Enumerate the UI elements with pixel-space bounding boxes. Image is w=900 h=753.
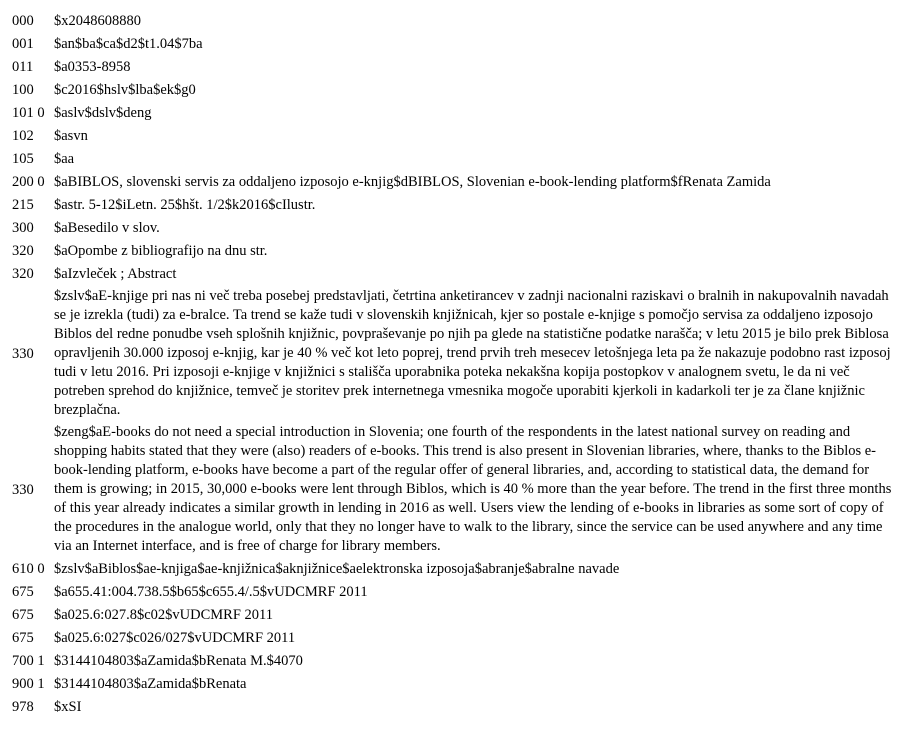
marc-field-row — [12, 102, 892, 125]
marc-field-tag: 320 — [12, 266, 34, 282]
marc-field-row — [12, 673, 892, 696]
marc-field-row — [12, 240, 892, 263]
marc-field-content: $zslv$aE-knjige pri nas ni več treba posebej predstavljati, četrtina anketirancev v zadnji nacionalni raziskavi o bralnih in nakupovalnih navadah se je izrekla (tudi) za e-bralce. Ta trend se kaže tudi v slovenskih knjižnicah, kjer so postale e-knjige s pomočjo servisa za oddaljeno izposojo Biblos del redne ponudbe vseh splošnih knjižnic, povpraševanje po njih pa glede na statistične podatke narašča; v letu 2015 je bilo prek Biblosa opravljenih 30.000 izposoj e-knjig, kar je 40 % več kot leto poprej, trend prvih treh mesecev letošnjega leta pa že nakazuje podobno rast izposoj tudi v letu 2016. Pri izposoji e-knjige v knjižnici s stališča uporabnika poteka nekakšna kopija postopkov v analognem svetu, le da ni več potreben sprehod do knjižnice, temveč je storitev prek internetnega vmesnika mogoče uporabiti kjerkoli in kadarkoli ter je za člane knjižnic brezplačna. — [54, 288, 891, 418]
marc-record-body — [12, 10, 892, 719]
marc-field-tag: 330 — [12, 345, 34, 362]
marc-field-content: $aBIBLOS, slovenski servis za oddaljeno izposojo e-knjig$dBIBLOS, Slovenian e-book-lending platform$fRenata Zamida — [54, 174, 771, 190]
marc-field-row — [12, 217, 892, 240]
marc-record-table — [12, 10, 892, 719]
marc-field-content: $aIzvleček ; Abstract — [54, 266, 177, 282]
marc-field-tag: 675 — [12, 630, 34, 646]
marc-field-row — [12, 604, 892, 627]
marc-field-tag: 675 — [12, 607, 34, 623]
marc-field-content: $astr. 5-12$iLetn. 25$hšt. 1/2$k2016$cIlustr. — [54, 197, 316, 213]
marc-field-content: $a655.41:004.738.5$b65$c655.4/.5$vUDCMRF 2011 — [54, 584, 368, 600]
marc-field-row — [12, 148, 892, 171]
marc-field-row — [12, 79, 892, 102]
marc-field-tag: 330 — [12, 481, 34, 498]
marc-field-tag: 200 0 — [12, 174, 45, 190]
marc-field-tag: 610 0 — [12, 561, 45, 577]
marc-field-tag: 011 — [12, 59, 34, 75]
marc-field-row — [12, 422, 892, 558]
marc-field-row — [12, 558, 892, 581]
marc-field-row — [12, 581, 892, 604]
marc-field-content: $aa — [54, 151, 75, 167]
marc-field-tag: 320 — [12, 243, 34, 259]
marc-field-tag: 675 — [12, 584, 34, 600]
marc-field-content: $an$ba$ca$d2$t1.04$7ba — [54, 36, 203, 52]
marc-field-tag: 300 — [12, 220, 34, 236]
marc-field-row — [12, 650, 892, 673]
marc-field-content: $a025.6:027$c026/027$vUDCMRF 2011 — [54, 630, 296, 646]
marc-field-tag: 001 — [12, 36, 34, 52]
marc-field-tag: 215 — [12, 197, 34, 213]
marc-field-tag: 100 — [12, 82, 34, 98]
marc-field-tag: 101 0 — [12, 105, 45, 121]
marc-field-row — [12, 263, 892, 286]
marc-field-tag: 000 — [12, 13, 34, 29]
marc-field-content: $zeng$aE-books do not need a special introduction in Slovenia; one fourth of the respondents in the latest national survey on reading and shopping habits stated that they were (also) readers of e-books. This trend is also present in Slovenian libraries, where, thanks to the Biblos e-book-lending platform, e-books have become a part of the regular offer of general libraries, and, according to statistical data, the demand for them is growing; in 2015, 30,000 e-books were lent through Biblos, which is 40 % more than the year before. The trend in the first three months of this year already indicates a similar growth in lending in 2016 as well. Users view the lending of e-books in libraries as some sort of copy of the procedures in the analogue world, only that they no longer have to walk to the library, since the service can be used anywhere and any time via an Internet interface, and is free of charge for library members. — [54, 424, 892, 554]
marc-field-row — [12, 627, 892, 650]
marc-field-tag: 700 1 — [12, 653, 45, 669]
marc-field-content: $aOpombe z bibliografijo na dnu str. — [54, 243, 268, 259]
marc-field-tag: 102 — [12, 128, 34, 144]
marc-field-content: $x2048608880 — [54, 13, 141, 29]
marc-field-content: $3144104803$aZamida$bRenata M.$4070 — [54, 653, 303, 669]
marc-field-row — [12, 33, 892, 56]
marc-field-content: $zslv$aBiblos$ae-knjiga$ae-knjižnica$aknjižnice$aelektronska izposoja$abranje$abralne navade — [54, 561, 620, 577]
marc-field-tag: 900 1 — [12, 676, 45, 692]
marc-field-content: $xSI — [54, 699, 82, 715]
marc-field-row — [12, 125, 892, 148]
marc-field-content: $c2016$hslv$lba$ek$g0 — [54, 82, 196, 98]
marc-field-content: $a0353-8958 — [54, 59, 131, 75]
marc-field-tag: 105 — [12, 151, 34, 167]
marc-field-content: $3144104803$aZamida$bRenata — [54, 676, 247, 692]
marc-field-content: $a025.6:027.8$c02$vUDCMRF 2011 — [54, 607, 273, 623]
marc-field-row — [12, 286, 892, 422]
marc-field-content: $aslv$dslv$deng — [54, 105, 152, 121]
marc-field-row — [12, 56, 892, 79]
marc-field-content: $aBesedilo v slov. — [54, 220, 160, 236]
marc-field-content: $asvn — [54, 128, 88, 144]
marc-field-row — [12, 171, 892, 194]
marc-field-row — [12, 696, 892, 719]
marc-field-row — [12, 194, 892, 217]
marc-field-tag: 978 — [12, 699, 34, 715]
marc-field-row — [12, 10, 892, 33]
